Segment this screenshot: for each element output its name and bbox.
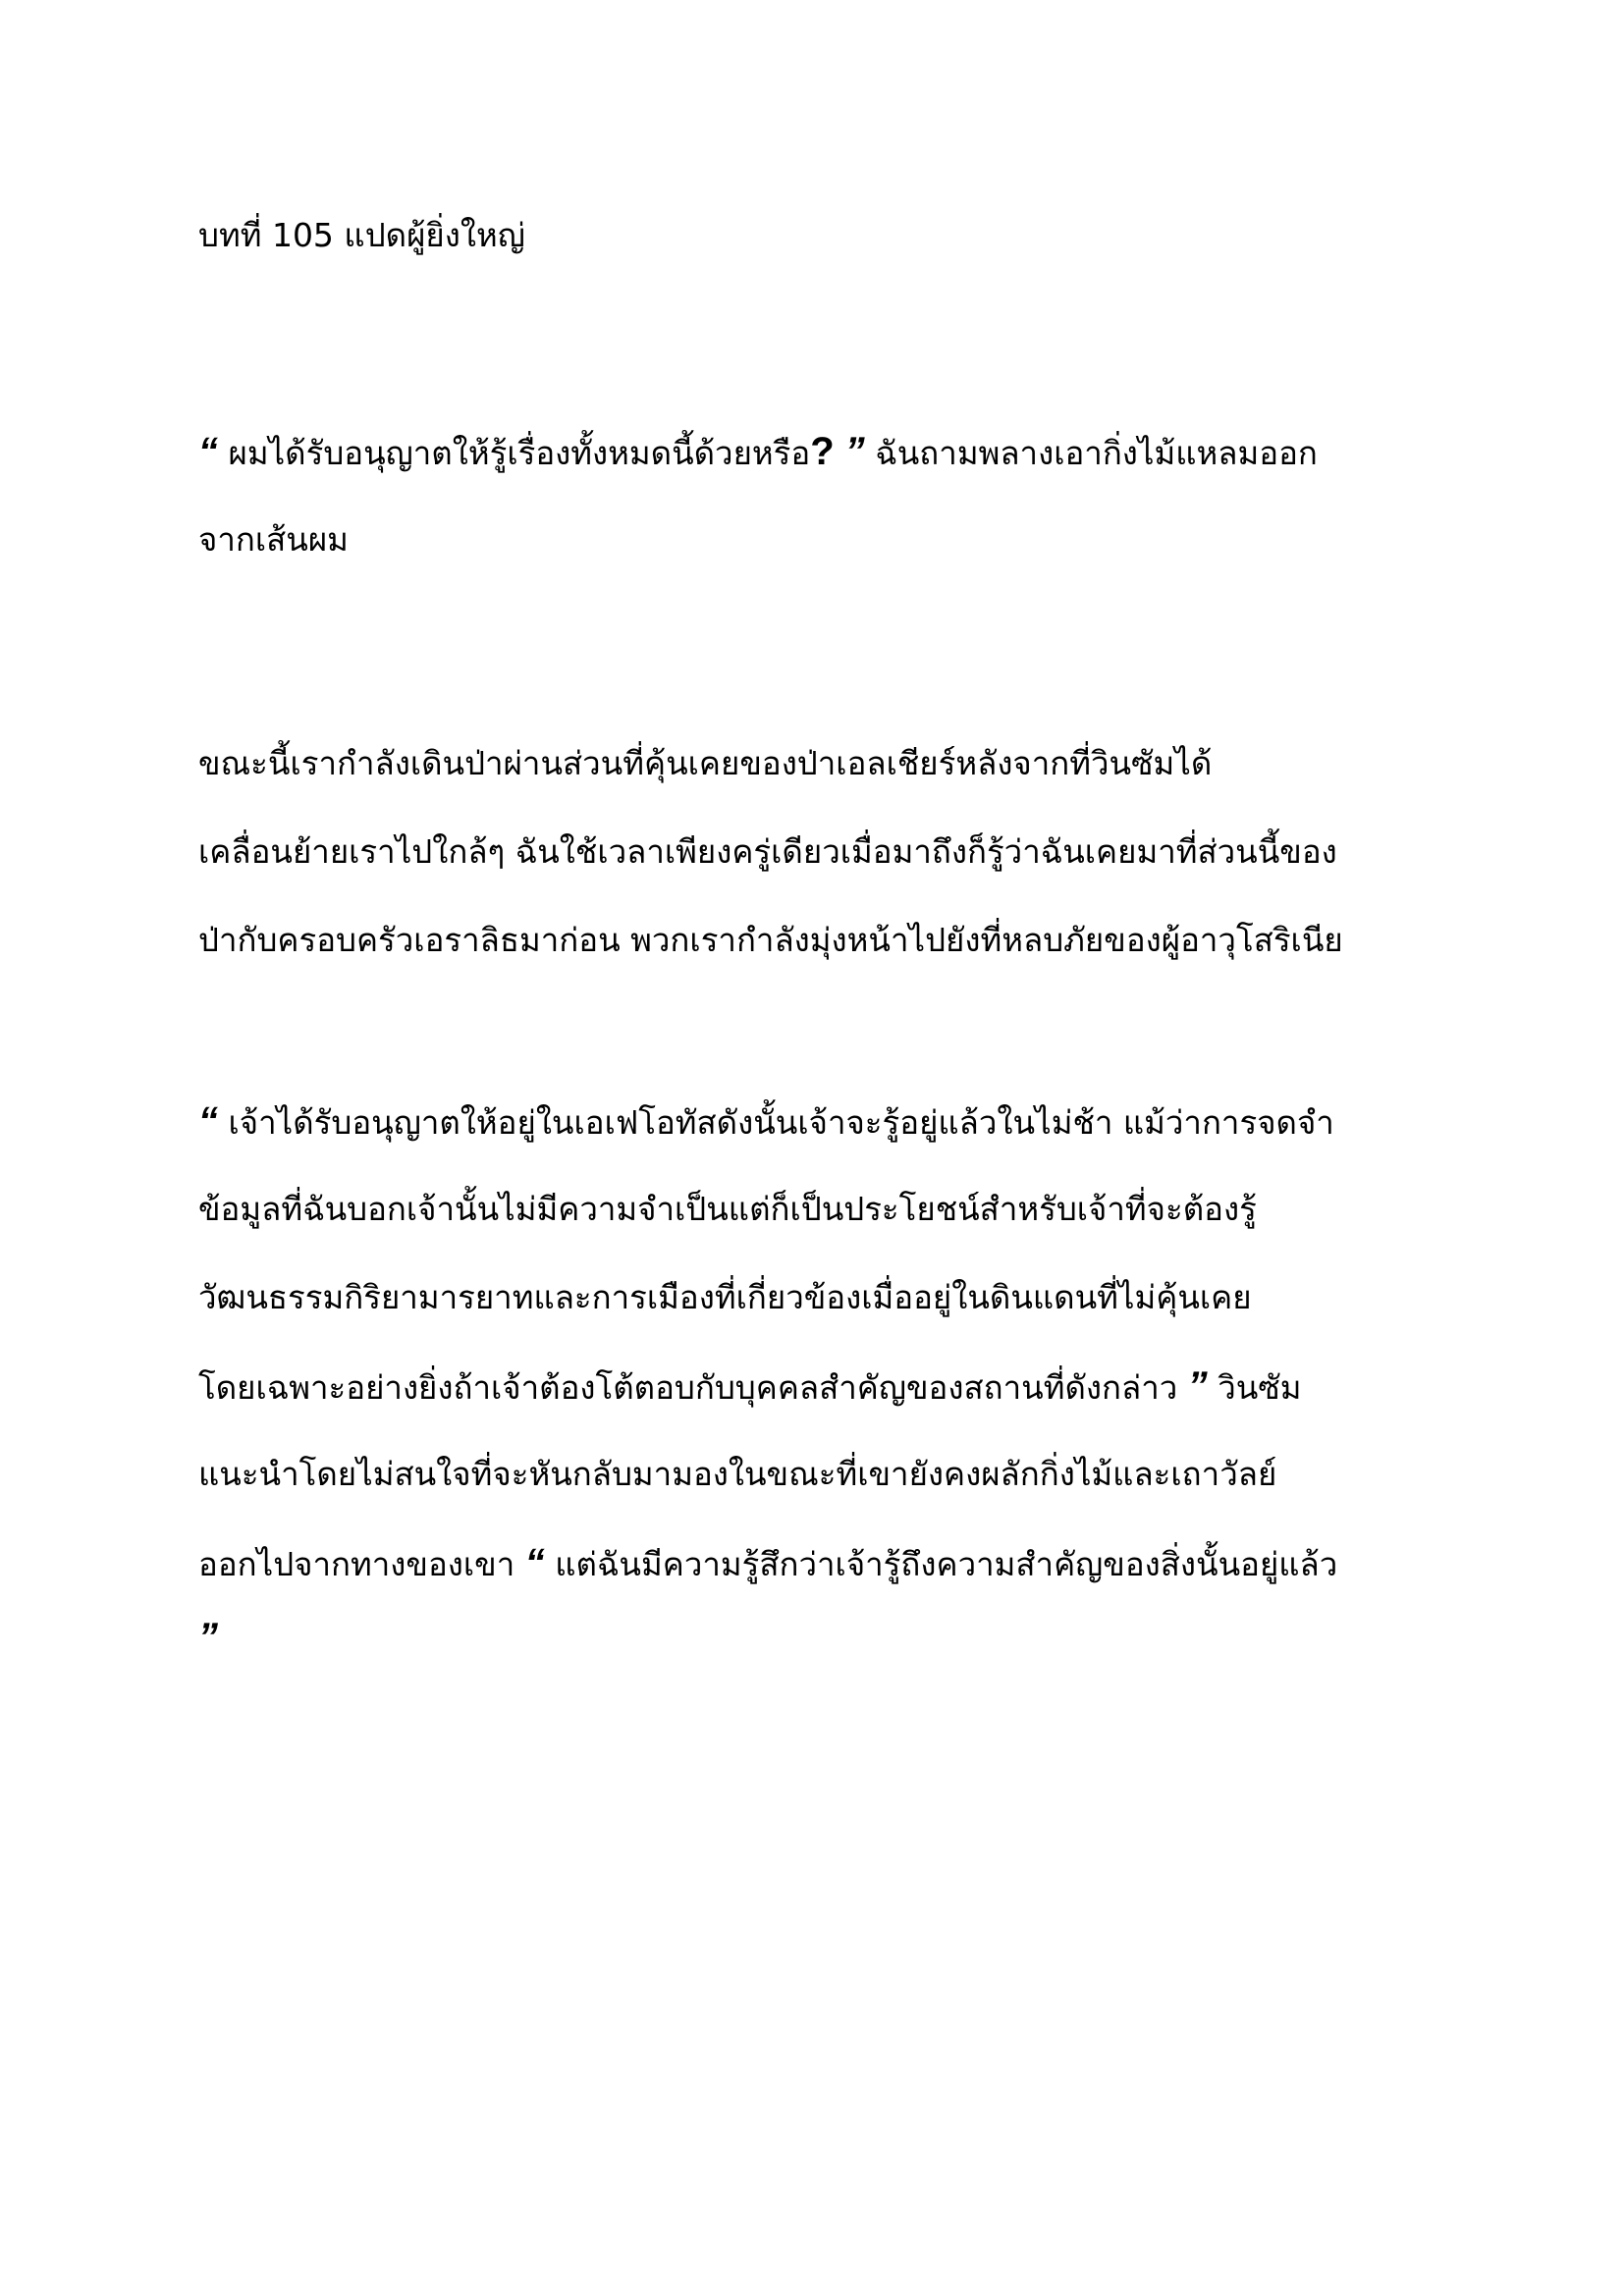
paragraph-2-line-1: ขณะนี้เรากำลังเดินป่าผ่านส่วนที่คุ้นเคยของป่าเอลเชียร์หลังจากที่วินซัมได้ — [198, 744, 1213, 782]
close-quote: ” — [834, 430, 865, 473]
paragraph-3-line-5: แนะนำโดยไม่สนใจที่จะหันกลับมามองในขณะที่เขายังคงผลักกิ่งไม้และเถาวัลย์ — [198, 1455, 1277, 1493]
paragraph-2-line-2: เคลื่อนย้ายเราไปใกล้ๆ ฉันใช้เวลาเพียงครู่เดียวเมื่อมาถึงก็รู้ว่าฉันเคยมาที่ส่วนนี้ของ — [198, 832, 1337, 871]
narration-text: ฉันถามพลางเอากิ่งไม้แหลมออก — [864, 434, 1318, 472]
narration-text: วินซัม — [1207, 1368, 1302, 1407]
open-quote: “ — [198, 1099, 218, 1143]
close-quote: ” — [198, 1616, 218, 1659]
open-quote: “ — [198, 430, 218, 473]
speech-text: ผมได้รับอนุญาตให้รู้เรื่องทั้งหมดนี้ด้วยหรือ — [218, 434, 811, 472]
paragraph-1-line-1 — [198, 430, 1318, 475]
paragraph-3-line-1 — [198, 1099, 1334, 1145]
speech-text: เจ้าได้รับอนุญาตให้อยู่ในเอเฟโอทัสดังนั้นเจ้าจะรู้อยู่แล้วในไม่ช้า แม้ว่าการจดจำ — [218, 1103, 1334, 1142]
chapter-title: บทที่ 105 แปดผู้ยิ่งใหญ่ — [198, 216, 525, 254]
paragraph-3-line-3: วัฒนธรรมกิริยามารยาทและการเมืองที่เกี่ยวข้องเมื่ออยู่ในดินแดนที่ไม่คุ้นเคย — [198, 1278, 1252, 1316]
close-quote: ” — [1187, 1364, 1208, 1408]
paragraph-3-line-4 — [198, 1364, 1301, 1410]
question-mark: ? — [810, 430, 835, 473]
paragraph-3-line-7 — [198, 1616, 218, 1661]
narration-text: ออกไปจากทางของเขา — [198, 1545, 525, 1583]
open-quote: “ — [524, 1541, 545, 1584]
speech-text: โดยเฉพาะอย่างยิ่งถ้าเจ้าต้องโต้ตอบกับบุคคลสำคัญของสถานที่ดังกล่าว — [198, 1368, 1188, 1407]
speech-text: แต่ฉันมีความรู้สึกว่าเจ้ารู้ถึงความสำคัญของสิ่งนั้นอยู่แล้ว — [544, 1545, 1338, 1583]
paragraph-3-line-2: ข้อมูลที่ฉันบอกเจ้านั้นไม่มีความจำเป็นแต่ก็เป็นประโยชน์สำหรับเจ้าที่จะต้องรู้ — [198, 1190, 1257, 1228]
paragraph-1-line-2: จากเส้นผม — [198, 520, 349, 559]
paragraph-2-line-3: ป่ากับครอบครัวเอราลิธมาก่อน พวกเรากำลังมุ่งหน้าไปยังที่หลบภัยของผู้อาวุโสริเนีย — [198, 921, 1343, 959]
paragraph-3-line-6 — [198, 1541, 1337, 1586]
